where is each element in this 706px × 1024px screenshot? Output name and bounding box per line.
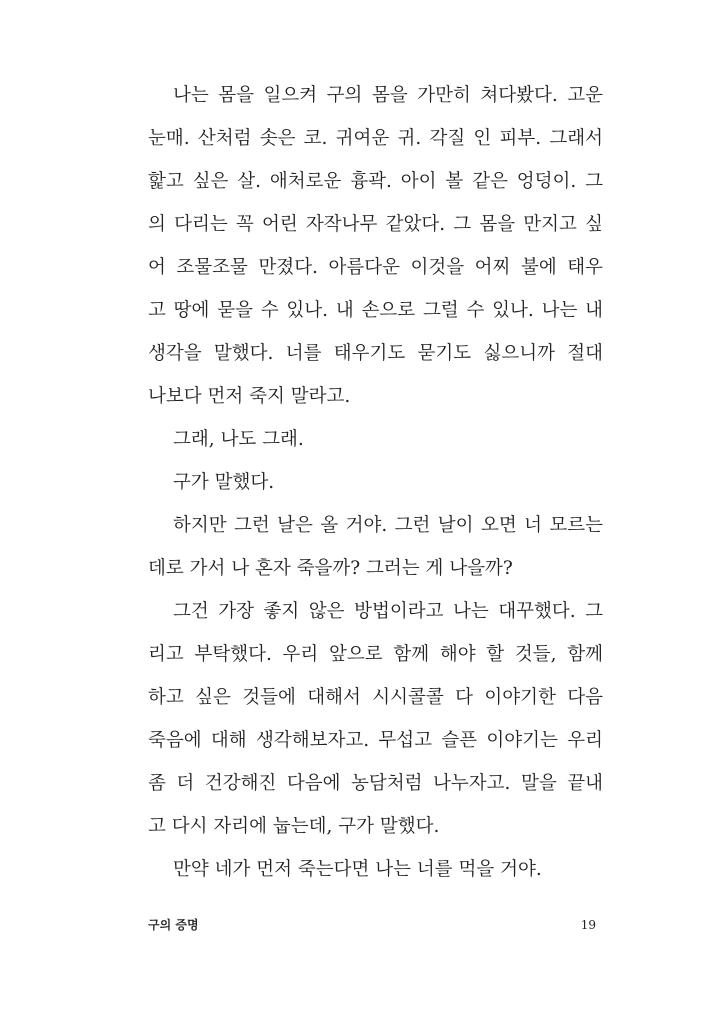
text-line: 구가 말했다.	[173, 472, 275, 493]
text-line: 생각을 말했다. 너를 태우기도 묻기도 싫으니까 절대	[148, 343, 603, 364]
body-text	[148, 74, 603, 891]
text-line: 나보다 먼저 죽지 말라고.	[148, 386, 351, 407]
text-line: 하고 싶은 것들에 대해서 시시콜콜 다 이야기한 다음	[148, 687, 603, 708]
text-line: 리고 부탁했다. 우리 앞으로 함께 해야 할 것들, 함께	[148, 644, 603, 665]
text-line: 고 땅에 묻을 수 있나. 내 손으로 그럴 수 있나. 나는 내	[148, 300, 603, 321]
text-line: 데로 가서 나 혼자 죽을까? 그러는 게 나을까?	[148, 558, 513, 579]
running-footer-title: 구의 증명	[148, 918, 199, 932]
text-line: 그건 가장 좋지 않은 방법이라고 나는 대꾸했다. 그	[173, 601, 603, 622]
text-line: 의 다리는 꼭 어린 자작나무 같았다. 그 몸을 만지고 싶	[148, 214, 603, 235]
text-line: 하지만 그런 날은 올 거야. 그런 날이 오면 너 모르는	[173, 515, 603, 536]
text-line: 만약 네가 먼저 죽는다면 나는 너를 먹을 거야.	[173, 859, 542, 880]
text-line: 나는 몸을 일으켜 구의 몸을 가만히 쳐다봤다. 고운	[173, 85, 603, 106]
text-line: 그래, 나도 그래.	[173, 429, 304, 450]
text-line: 죽음에 대해 생각해보자고. 무섭고 슬픈 이야기는 우리	[148, 730, 603, 751]
text-line: 고 다시 자리에 눕는데, 구가 말했다.	[148, 816, 440, 837]
text-line: 눈매. 산처럼 솟은 코. 귀여운 귀. 각질 인 피부. 그래서	[148, 128, 603, 149]
text-line: 핥고 싶은 살. 애처로운 흉곽. 아이 볼 같은 엉덩이. 그	[148, 171, 603, 192]
page-number: 19	[580, 918, 596, 932]
text-line: 좀 더 건강해진 다음에 농담처럼 나누자고. 말을 끝내	[148, 773, 603, 794]
text-line: 어 조물조물 만졌다. 아름다운 이것을 어찌 불에 태우	[148, 257, 603, 278]
